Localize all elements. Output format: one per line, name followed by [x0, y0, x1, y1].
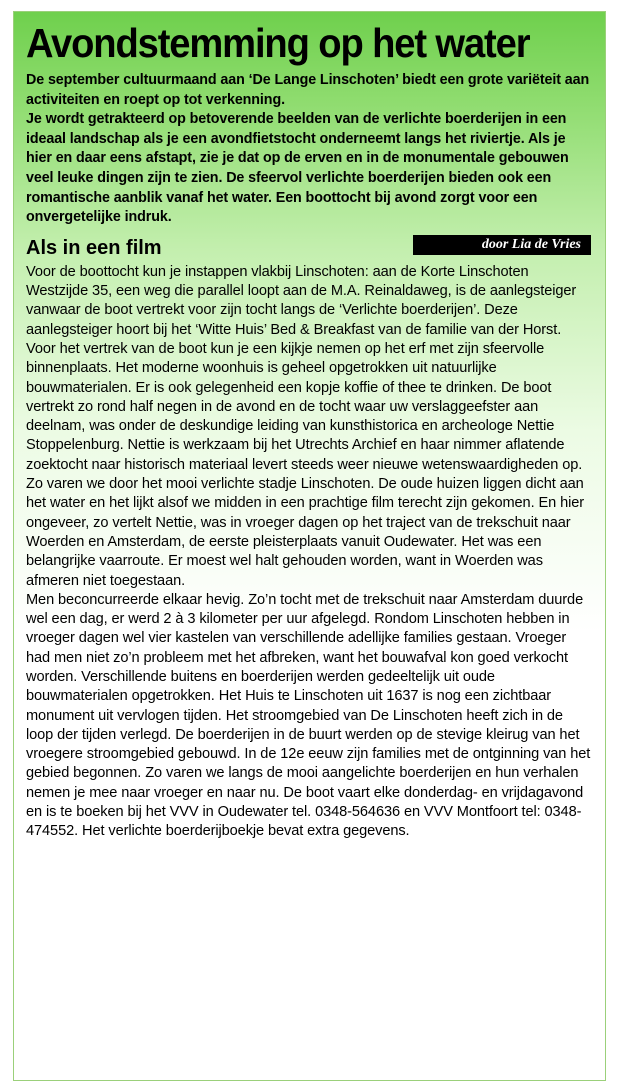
article-subheading: Als in een film [26, 236, 162, 259]
body-paragraph: Zo varen we door het mooi verlichte stadje Linschoten. De oude huizen liggen dicht aan het water en het lijkt alsof we midden in een prachtige film terecht zijn gekomen. En hier ongeveer, zo vertelt Nettie, was in vroeger dagen op het traject van de trekschuit naar Woerden en Amsterdam, de eerste pleisterplaats vanuit Oudewater. Het was een belangrijke vaarroute. Er moest wel halt gehouden worden, want in Woerden was afmeren niet toegestaan. [26, 476, 585, 589]
body-paragraph: Voor de boottocht kun je instappen vlakbij Linschoten: aan de Korte Linschoten Westzijde 35, een weg die parallel loopt aan de M.A. Reinaldaweg, is de aanlegsteiger vanwaar de boot vertrekt voor zijn tocht langs de ‘Verlichte boerderijen’. Deze aanlegsteiger hoort bij het ‘Witte Huis’ Bed & Breakfast van de familie van der Horst. Voor het vertrek van de boot kun je een kijkje nemen op het erf met zijn sfeervolle binnenplaats. Het moderne woonhuis is geheel opgetrokken uit natuurlijke bouwmaterialen. Er is ook gelegenheid een kopje koffie of thee te drinken. De boot vertrekt zo rond half negen in de avond en de tocht waar uw verslaggeefster aan deelnam, was onder de deskundige leiding van kunsthistorica en archeologe Nettie Stoppelenburg. Nettie is werkzaam bij het Utrechts Archief en haar nimmer aflatende zoektocht naar historisch materiaal levert steeds weer nieuwe wetenswaardigheden op. [26, 263, 583, 473]
article [13, 11, 606, 1081]
author-byline: door Lia de Vries [413, 235, 591, 255]
article-body [26, 263, 593, 842]
article-intro [26, 71, 593, 228]
subheading-row [26, 233, 593, 263]
body-paragraph: Men beconcurreerde elkaar hevig. Zo’n tocht met de trekschuit naar Amsterdam duurde wel een dag, er werd 2 à 3 kilometer per uur afgelegd. Rondom Linschoten hebben in vroeger dagen wel vier kastelen van verschillende adellijke families gestaan. Vroeger had men niet zo’n probleem met het afbreken, want het bouwafval kon goed verkocht worden. Verschillende buitens en boerderijen werden gedeeltelijk uit oude bouwmaterialen opgetrokken. Het Huis te Linschoten uit 1637 is nog een zichtbaar monument uit vervlogen tijden. Het stroomgebied van De Linschoten heeft zich in de loop der tijden verlegd. De boerderijen in de buurt werden op de stevige kleirug van het vroegere stroomgebied gebouwd. In de 12e eeuw zijn families met de ontginning van het gebied begonnen. Zo varen we langs de mooi aangelichte boerderijen en hun verhalen nemen je mee naar vroeger en naar nu. De boot vaart elke donderdag- en vrijdagavond en is te boeken bij het VVV in Oudewater tel. 0348-564636 en VVV Montfoort tel: 0348-474552. Het verlichte boerderijboekje bevat extra gegevens. [26, 591, 591, 840]
intro-paragraph: Je wordt getrakteerd op betoverende beelden van de verlichte boerderijen in een ideaal landschap als je een avondfietstocht onderneemt langs het riviertje. Als je hier en daar eens afstapt, zie je dat op de erven en in de monumentale gebouwen veel leuke dingen zijn te zien. De sfeervol verlichte boerderijen bieden ook een romantische aanblik vanaf het water. Een boottocht bij avond zorgt voor een onvergetelijke indruk. [26, 111, 569, 226]
article-headline: Avondstemming op het water [26, 20, 530, 66]
intro-paragraph: De september cultuurmaand aan ‘De Lange Linschoten’ biedt een grote variëteit aan activiteiten en roept op tot verkenning. [26, 72, 590, 108]
